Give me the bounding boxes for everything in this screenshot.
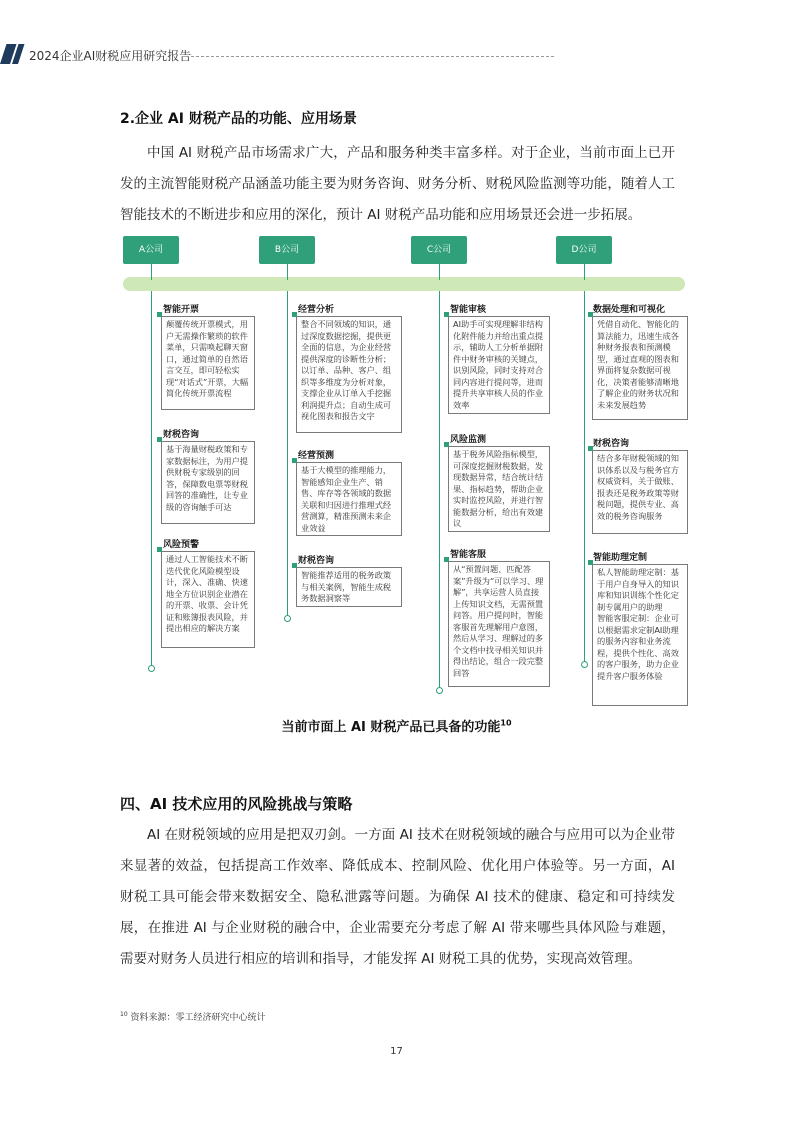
feature-title: 风险预警 <box>163 540 200 550</box>
footnote <box>120 1010 266 1023</box>
feature-description: 基于海量财税政策和专家数据标注，为用户提供财税专家级别的回答，保障数电票等财税回答的准确性，让专业级的咨询触手可达 <box>161 441 255 524</box>
feature-description: 通过人工智能技术不断迭代优化风险模型设计，深入、准确、快速地全方位识别企业潜在的开票、收票、会计凭证和账簿报表风险，并提出相应的解决方案 <box>161 551 255 648</box>
feature-title: 智能助理定制 <box>593 553 648 563</box>
feature-title: 数据处理和可视化 <box>593 305 666 315</box>
feature-description: 从“预置问题、匹配答案”升级为“可以学习、理解”，共享运营人员直接上传知识文档，无需预置问答。用户提问时，智能客服首先理解用户意图，然后从学习、理解过的多个文档中找寻相关知识并得出结论，组合一段完整回答 <box>448 561 550 687</box>
header-divider <box>186 56 554 57</box>
feature-description: AI助手可实现理解非结构化附件能力并给出重点提示，辅助人工分析单据附件中财务审核的关键点，识别风险，同时支持对合同内容进行提问等，进而提升共享审核人员的作业效率 <box>448 316 550 414</box>
page-number: 17 <box>390 1046 403 1057</box>
company-label: C公司 <box>411 236 467 264</box>
feature-description: 基于大模型的推理能力，智能感知企业生产、销售、库存等各领域的数据关联和归因进行推理式经营测算，精准预测未来企业效益 <box>296 462 402 536</box>
section-heading: 2.企业 AI 财税产品的功能、应用场景 <box>120 111 357 127</box>
caption-text: 当前市面上 AI 财税产品已具备的功能 <box>281 720 501 735</box>
company-connector <box>584 264 585 280</box>
company-connector <box>151 264 152 280</box>
company-connector <box>287 264 288 280</box>
feature-title: 经营分析 <box>298 305 335 315</box>
footnote-text: 资料来源：零工经济研究中心统计 <box>130 1013 266 1023</box>
timeline-bar <box>123 277 685 291</box>
feature-description: 基于税务风险指标模型，可深度挖掘财税数据，发现数据异常，结合统计结果、指标趋势，帮助企业实时监控风险，并进行智能数据分析，给出有效建议 <box>448 446 550 532</box>
section-heading-2: 四、AI 技术应用的风险挑战与策略 <box>120 795 353 813</box>
feature-title: 智能开票 <box>163 305 200 315</box>
column-end-dot <box>148 665 155 672</box>
feature-description: 结合多年财税领域的知识体系以及与税务官方权威资料，关于做账、报表还是税务政策等财税问题，提供专业、高效的税务咨询服务 <box>592 450 688 534</box>
column-end-dot <box>436 687 443 694</box>
column-end-dot <box>284 615 291 622</box>
feature-title: 智能审核 <box>450 305 487 315</box>
body-text: AI 在财税领域的应用是把双刃剑。一方面 AI 技术在财税领域的融合与应用可以为企业带来显著的效益，包括提高工作效率、降低成本、控制风险、优化用户体验等。另一方面，AI 财税工具可能会带来数据安全、隐私泄露等问题。为确保 AI 技术的健康、稳定和可持续发展，在推进 AI 与企业财税的融合中，企业需要充分考虑了解 AI 带来哪些具体风险与难题，需要对财务人员进行相应的培训和指导，才能发挥 AI 财税工具的优势，实现高效管理。 <box>120 827 675 967</box>
feature-description: 整合不同领域的知识，通过深度数据挖掘，提供更全面的信息，为企业经营提供深度的诊断性分析；以订单、品种、客户、组织等多维度为分析对象，支撑企业从订单入手挖掘利润提升点；自动生成可视化图表和报告文字 <box>296 316 402 433</box>
feature-description: 颠覆传统开票模式，用户无需操作繁琐的软件菜单，只需唤起聊天窗口，通过简单的自然语言交互，即可轻松实现“对话式”开票，大幅简化传统开票流程 <box>161 316 255 410</box>
intro-text: 中国 AI 财税产品市场需求广大，产品和服务种类丰富多样。对于企业，当前市面上已开发的主流智能财税产品涵盖功能主要为财务咨询、财务分析、财税风险监测等功能，随着人工智能技术的不断进步和应用的深化，预计 AI 财税产品功能和应用场景还会进一步拓展。 <box>120 145 675 223</box>
feature-title: 财税咨询 <box>298 556 335 566</box>
column-line <box>439 291 440 689</box>
feature-title: 财税咨询 <box>163 430 200 440</box>
column-line <box>151 291 152 667</box>
feature-description: 智能推荐适用的税务政策与相关案例，智能生成税务数据洞察等 <box>296 567 402 607</box>
feature-title: 智能客服 <box>450 550 487 560</box>
company-label: B公司 <box>259 236 315 264</box>
feature-title: 财税咨询 <box>593 439 630 449</box>
column-line <box>584 291 585 663</box>
feature-title: 经营预测 <box>298 451 335 461</box>
feature-title: 风险监测 <box>450 435 487 445</box>
body-paragraph <box>120 820 675 975</box>
company-label: A公司 <box>123 236 179 264</box>
column-line <box>287 291 288 617</box>
feature-description: 凭借自动化、智能化的算法能力，迅速生成各种财务报表和预测模型，通过直观的图表和界面将复杂数据可视化，决策者能够清晰地了解企业的财务状况和未来发展趋势 <box>592 316 688 420</box>
company-label: D公司 <box>556 236 612 264</box>
caption-footnote-ref: 10 <box>500 718 512 728</box>
header-title: 2024企业AI财税应用研究报告 <box>29 49 192 63</box>
figure-caption <box>0 716 793 735</box>
company-connector <box>439 264 440 280</box>
intro-paragraph <box>120 138 675 231</box>
footnote-number: 10 <box>120 1011 128 1018</box>
column-end-dot <box>581 661 588 668</box>
feature-description: 私人智能助理定制：基于用户自身导入的知识库和知识训练个性化定制专属用户的助理 智能客服定制：企业可以根据需求定制AI助理的服务内容和业务流程，提供个性化、高效的客户服务，助力企业提升客户服务体验 <box>592 564 688 706</box>
